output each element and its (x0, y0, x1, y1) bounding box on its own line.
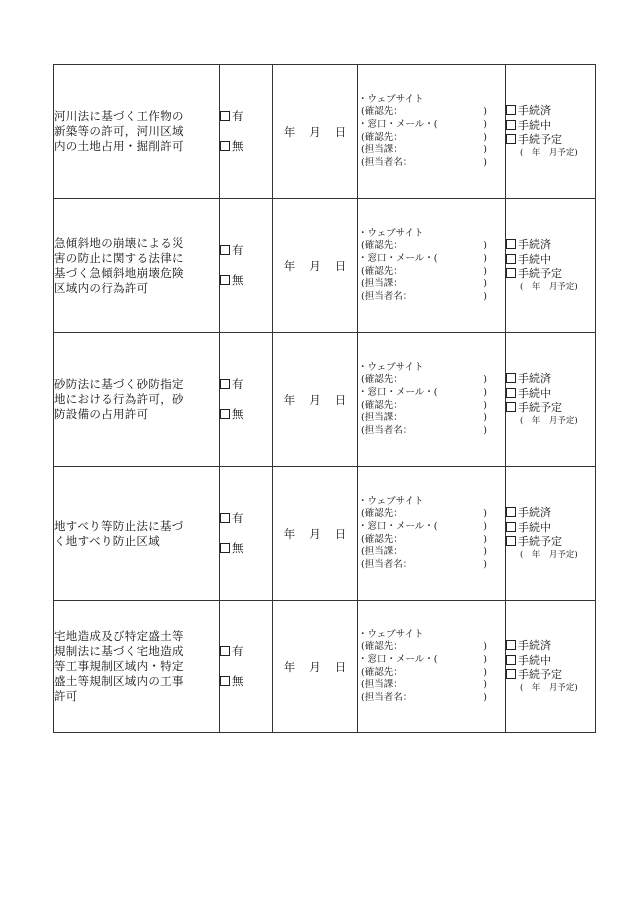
contact-line: ・窓口・メール・( ) (358, 653, 487, 665)
table-row (54, 467, 596, 601)
year-label: 年 (283, 258, 296, 273)
law-name-line: 内の土地占用・掘削許可 (54, 139, 184, 153)
checkbox-square-icon (506, 373, 516, 383)
status-cell (506, 199, 596, 333)
law-name-line: 地における行為許可，砂 (54, 392, 184, 406)
contact-line: ・窓口・メール・( ) (358, 520, 487, 532)
status-done-checkbox[interactable]: 手続済 (506, 372, 595, 387)
contact-line: (確認先： ) (358, 399, 487, 411)
planned-date-note: ( 年 月予定) (520, 549, 578, 560)
status-planned-checkbox[interactable]: 手続予定 (506, 668, 595, 683)
status-cell (506, 333, 596, 467)
law-name-cell (54, 199, 220, 333)
checkbox-square-icon (220, 379, 230, 389)
contact-line: (確認先： ) (358, 641, 487, 653)
month-label: 月 (309, 258, 321, 273)
month-label: 月 (309, 124, 321, 139)
date-cell[interactable] (273, 199, 358, 333)
status-done-checkbox[interactable]: 手続済 (506, 238, 595, 253)
applicability-cell (220, 65, 273, 199)
no-checkbox[interactable]: 無 (220, 407, 272, 422)
no-checkbox[interactable]: 無 (220, 139, 272, 154)
law-name-line: 盛土等規制区域内の工事 (54, 674, 184, 688)
contact-line: (担当課： ) (358, 278, 487, 290)
day-label: 日 (334, 124, 347, 139)
date-cell[interactable] (273, 601, 358, 733)
checkbox-square-icon (506, 120, 516, 130)
no-checkbox[interactable]: 無 (220, 273, 272, 288)
contact-line: (確認先： ) (358, 265, 487, 277)
contact-line: ・ウェブサイト (358, 628, 424, 640)
status-inprogress-checkbox[interactable]: 手続中 (506, 253, 595, 268)
status-inprogress-checkbox[interactable]: 手続中 (506, 654, 595, 669)
contact-line: (確認先： ) (358, 666, 487, 678)
table-row (54, 199, 596, 333)
checkbox-square-icon (220, 676, 230, 686)
law-name-line: 害の防止に関する法律に (54, 250, 184, 265)
applicability-cell (220, 601, 273, 733)
yes-checkbox[interactable]: 有 (220, 511, 272, 526)
law-name-cell (54, 65, 220, 199)
checkbox-square-icon (506, 669, 516, 679)
checkbox-square-icon (506, 640, 516, 650)
checkbox-square-icon (506, 268, 516, 278)
permit-table (53, 64, 596, 733)
checkbox-square-icon (506, 239, 516, 249)
contact-line: (担当者名： ) (358, 558, 487, 570)
planned-date-note: ( 年 月予定) (520, 281, 578, 292)
law-name-cell (54, 333, 220, 467)
checkbox-square-icon (506, 134, 516, 144)
checkbox-square-icon (220, 543, 230, 553)
status-planned-checkbox[interactable]: 手続予定 (506, 535, 595, 550)
law-name-line: 宅地造成及び特定盛土等 (54, 629, 184, 643)
contact-line: (担当者名： ) (358, 156, 487, 168)
checkbox-square-icon (220, 513, 230, 523)
contact-line: (担当課： ) (358, 546, 487, 558)
status-inprogress-checkbox[interactable]: 手続中 (506, 521, 595, 536)
month-label: 月 (309, 659, 321, 674)
year-label: 年 (283, 526, 296, 541)
contact-line: (担当課： ) (358, 412, 487, 424)
applicability-cell (220, 467, 273, 601)
planned-date-note: ( 年 月予定) (520, 147, 578, 158)
year-label: 年 (283, 659, 296, 674)
day-label: 日 (334, 392, 347, 407)
status-cell (506, 467, 596, 601)
law-name-line: 新築等の許可，河川区域 (54, 124, 184, 138)
contact-cell[interactable] (358, 333, 506, 467)
contact-line: ・ウェブサイト (358, 93, 424, 105)
checkbox-square-icon (506, 254, 516, 264)
contact-cell[interactable] (358, 199, 506, 333)
contact-cell[interactable] (358, 65, 506, 199)
checkbox-square-icon (220, 646, 230, 656)
applicability-cell (220, 333, 273, 467)
law-name-line: 急傾斜地の崩壊による災 (54, 235, 184, 250)
status-planned-checkbox[interactable]: 手続予定 (506, 267, 595, 282)
contact-line: ・窓口・メール・( ) (358, 252, 487, 264)
contact-line: (担当課： ) (358, 144, 487, 156)
checkbox-square-icon (220, 275, 230, 285)
no-checkbox[interactable]: 無 (220, 674, 272, 689)
checkbox-square-icon (506, 507, 516, 517)
law-name-line: 砂防法に基づく砂防指定 (54, 377, 184, 391)
status-inprogress-checkbox[interactable]: 手続中 (506, 119, 595, 134)
contact-line: (確認先： ) (358, 240, 487, 252)
checkbox-square-icon (506, 388, 516, 398)
contact-line: ・ウェブサイト (358, 227, 424, 239)
contact-line: ・窓口・メール・( ) (358, 386, 487, 398)
month-label: 月 (309, 392, 321, 407)
law-name-line: 等工事規制区域内・特定 (54, 659, 184, 673)
contact-line: (担当者名： ) (358, 691, 487, 703)
date-cell[interactable] (273, 65, 358, 199)
contact-line: (担当課： ) (358, 679, 487, 691)
law-name-line: 地すべり等防止法に基づ (54, 518, 184, 533)
date-cell[interactable] (273, 333, 358, 467)
law-name-line: 河川法に基づく工作物の (54, 109, 184, 123)
checkbox-square-icon (220, 409, 230, 419)
checkbox-square-icon (220, 141, 230, 151)
status-done-checkbox[interactable]: 手続済 (506, 639, 595, 654)
yes-checkbox[interactable]: 有 (220, 109, 272, 124)
checkbox-square-icon (506, 536, 516, 546)
applicability-cell (220, 199, 273, 333)
status-planned-checkbox[interactable]: 手続予定 (506, 133, 595, 148)
law-name-line: 規制法に基づく宅地造成 (54, 644, 184, 658)
table-row (54, 601, 596, 733)
day-label: 日 (334, 258, 347, 273)
year-label: 年 (283, 392, 296, 407)
law-name-line: 防設備の占用許可 (54, 407, 149, 421)
checkbox-square-icon (506, 655, 516, 665)
contact-line: (確認先： ) (358, 533, 487, 545)
status-planned-checkbox[interactable]: 手続予定 (506, 401, 595, 416)
status-done-checkbox[interactable]: 手続済 (506, 506, 595, 521)
no-checkbox[interactable]: 無 (220, 541, 272, 556)
contact-line: (確認先： ) (358, 374, 487, 386)
year-label: 年 (283, 124, 296, 139)
checkbox-square-icon (220, 111, 230, 121)
planned-date-note: ( 年 月予定) (520, 682, 578, 693)
contact-line: (担当者名： ) (358, 290, 487, 302)
day-label: 日 (334, 659, 347, 674)
checkbox-square-icon (506, 402, 516, 412)
planned-date-note: ( 年 月予定) (520, 415, 578, 426)
yes-checkbox[interactable]: 有 (220, 377, 272, 392)
yes-checkbox[interactable]: 有 (220, 644, 272, 659)
law-name-line: 許可 (54, 689, 78, 703)
contact-line: (確認先： ) (358, 106, 487, 118)
table-row (54, 65, 596, 199)
contact-line: ・窓口・メール・( ) (358, 118, 487, 130)
contact-line: (担当者名： ) (358, 424, 487, 436)
status-cell (506, 65, 596, 199)
month-label: 月 (309, 526, 321, 541)
contact-cell[interactable] (358, 467, 506, 601)
date-cell[interactable] (273, 467, 358, 601)
contact-line: ・ウェブサイト (358, 361, 424, 373)
law-name-line: 区域内の行為許可 (54, 280, 149, 295)
checkbox-square-icon (506, 105, 516, 115)
law-name-cell (54, 601, 220, 733)
status-done-checkbox[interactable]: 手続済 (506, 104, 595, 119)
checkbox-square-icon (506, 522, 516, 532)
contact-cell[interactable] (358, 601, 506, 733)
table-row (54, 333, 596, 467)
law-name-line: く地すべり防止区域 (54, 533, 160, 548)
status-inprogress-checkbox[interactable]: 手続中 (506, 387, 595, 402)
status-cell (506, 601, 596, 733)
law-name-cell (54, 467, 220, 601)
contact-line: (確認先： ) (358, 508, 487, 520)
law-name-line: 基づく急傾斜地崩壊危険 (54, 265, 184, 280)
yes-checkbox[interactable]: 有 (220, 243, 272, 258)
contact-line: (確認先： ) (358, 131, 487, 143)
contact-line: ・ウェブサイト (358, 495, 424, 507)
checkbox-square-icon (220, 245, 230, 255)
day-label: 日 (334, 526, 347, 541)
